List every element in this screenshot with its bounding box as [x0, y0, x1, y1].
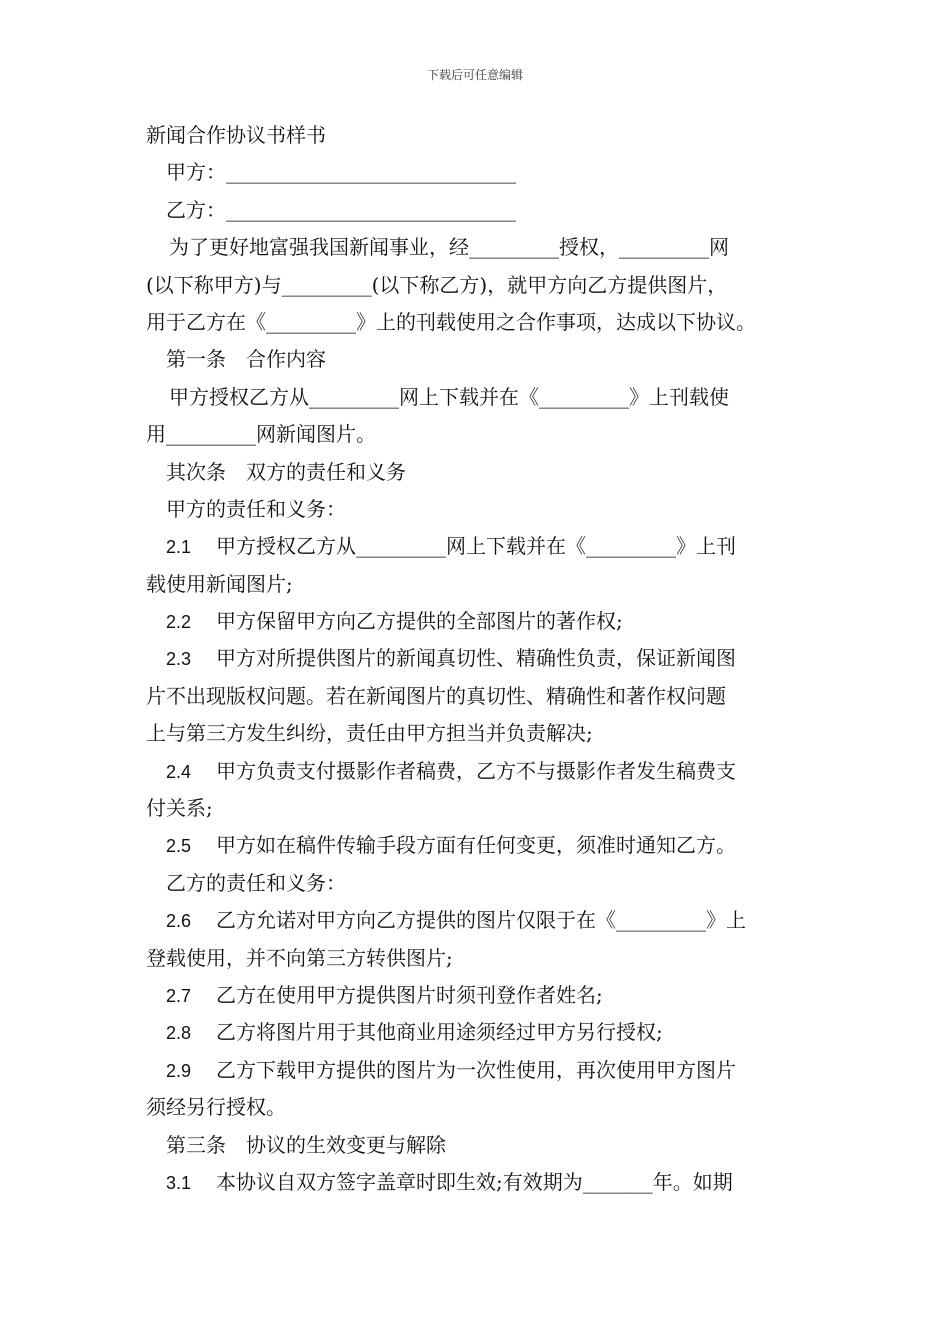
clause-number: 2.9	[166, 1060, 192, 1081]
document-line	[146, 678, 811, 715]
clause-number: 3.1	[166, 1172, 192, 1193]
line-text: 新闻合作协议书样书	[146, 123, 326, 147]
document-line	[146, 902, 811, 939]
document-line	[146, 341, 811, 378]
page-header-note: 下载后可任意编辑	[426, 68, 523, 82]
clause-number: 2.6	[166, 911, 192, 932]
line-text: 乙方的责任和义务：	[166, 870, 346, 895]
line-text: 甲方授权乙方从_________网上下载并在《_________》上刊载使	[169, 384, 729, 409]
document-line	[146, 267, 811, 304]
clause-number: 2.2	[166, 612, 192, 633]
line-text: 甲方的责任和义务：	[166, 496, 346, 521]
document-line	[146, 229, 811, 266]
clause-number: 2.3	[166, 649, 192, 670]
line-text: 乙方在使用甲方提供图片时须刊登作者姓名;	[216, 982, 603, 1007]
line-text: 登载使用，并不向第三方转供图片;	[146, 945, 453, 970]
document-line	[146, 790, 811, 827]
line-text: 用于乙方在《_________》上的刊载使用之合作事项，达成以下协议。	[146, 309, 756, 334]
line-text: 第三条 协议的生效变更与解除	[166, 1132, 446, 1157]
document-line	[146, 491, 811, 528]
document-line	[146, 304, 811, 341]
line-text: 本协议自双方签字盖章时即生效;有效期为_______年。如期	[216, 1169, 733, 1194]
line-text: (以下称甲方)与_________(以下称乙方)，就甲方向乙方提供图片，	[146, 272, 728, 297]
clause-number: 2.5	[166, 836, 192, 857]
document-line	[146, 827, 811, 864]
document-title	[146, 117, 811, 154]
line-text: 甲方负责支付摄影作者稿费，乙方不与摄影作者发生稿费支	[216, 758, 736, 783]
line-text: 须经另行授权。	[146, 1095, 286, 1120]
document-line	[146, 454, 811, 491]
clause-number: 2.8	[166, 1023, 192, 1044]
document-line	[146, 192, 811, 229]
line-text: 甲方授权乙方从_________网上下载并在《_________》上刊	[216, 534, 736, 559]
line-text: 甲方：_____________________________	[166, 160, 516, 185]
document-line	[146, 379, 811, 416]
document-body	[146, 117, 811, 1201]
document-line	[146, 1052, 811, 1089]
document-line	[146, 1164, 811, 1201]
clause-number: 2.4	[166, 761, 192, 782]
document-line	[146, 640, 811, 677]
document-line	[146, 1127, 811, 1164]
line-text: 甲方保留甲方向乙方提供的全部图片的著作权;	[216, 609, 623, 634]
line-text: 为了更好地富强我国新闻事业，经_________授权，_________网	[169, 235, 729, 260]
document-line	[146, 528, 811, 565]
line-text: 片不出现版权问题。若在新闻图片的真切性、精确性和著作权问题	[146, 683, 726, 708]
document-line	[146, 566, 811, 603]
line-text: 乙方允诺对甲方向乙方提供的图片仅限于在《_________》上	[216, 908, 746, 933]
line-text: 甲方对所提供图片的新闻真切性、精确性负责，保证新闻图	[216, 646, 736, 671]
document-line	[146, 715, 811, 752]
document-line	[146, 940, 811, 977]
line-text: 付关系;	[146, 796, 213, 821]
line-text: 其次条 双方的责任和义务	[166, 459, 406, 484]
document-line	[146, 154, 811, 191]
clause-number: 2.1	[166, 537, 192, 558]
document-line	[146, 603, 811, 640]
document-line	[146, 1014, 811, 1051]
line-text: 乙方下载甲方提供的图片为一次性使用，再次使用甲方图片	[216, 1057, 736, 1082]
line-text: 甲方如在稿件传输手段方面有任何变更，须准时通知乙方。	[216, 833, 736, 858]
document-line	[146, 753, 811, 790]
line-text: 乙方：_____________________________	[166, 197, 516, 222]
document-line	[146, 865, 811, 902]
clause-number: 2.7	[166, 985, 192, 1006]
document-line	[146, 416, 811, 453]
document-line	[146, 1089, 811, 1126]
document-line	[146, 977, 811, 1014]
line-text: 第一条 合作内容	[166, 347, 326, 372]
line-text: 乙方将图片用于其他商业用途须经过甲方另行授权;	[216, 1020, 663, 1045]
line-text: 上与第三方发生纠纷，责任由甲方担当并负责解决;	[146, 721, 593, 746]
line-text: 载使用新闻图片;	[146, 571, 293, 596]
line-text: 用_________网新闻图片。	[146, 422, 376, 447]
